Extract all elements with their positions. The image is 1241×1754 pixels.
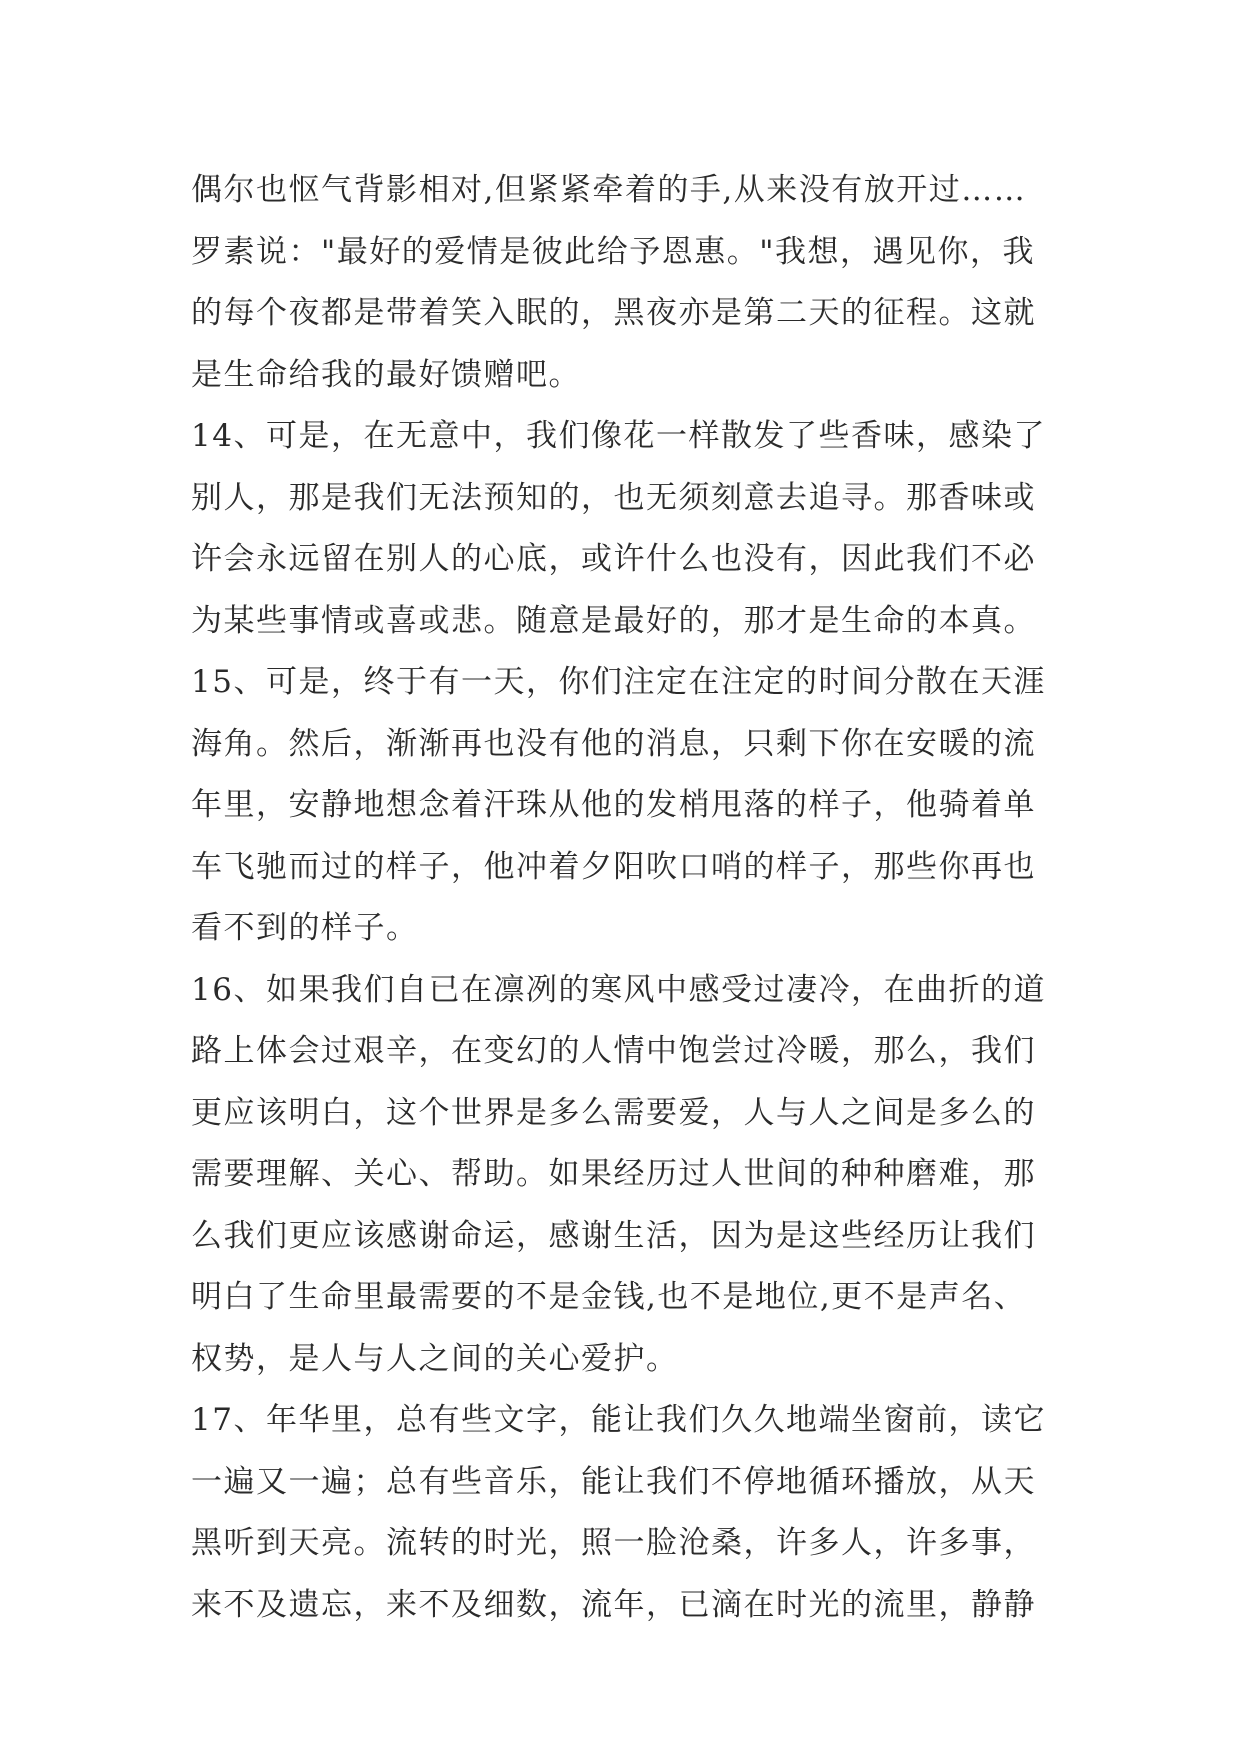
text-line: 15、可是，终于有一天，你们注定在注定的时间分散在天涯 [191, 664, 1046, 700]
text-line: 黑听到天亮。流转的时光，照一脸沧桑，许多人，许多事， [191, 1525, 1036, 1561]
body-text [191, 160, 1071, 1636]
text-line: 许会永远留在别人的心底，或许什么也没有，因此我们不必 [191, 541, 1036, 577]
text-line: 偶尔也怄气背影相对,但紧紧牵着的手,从来没有放开过…… [191, 172, 1027, 208]
text-line: 需要理解、关心、帮助。如果经历过人世间的种种磨难，那 [191, 1156, 1036, 1192]
text-line: 罗素说："最好的爱情是彼此给予恩惠。"我想，遇见你，我 [191, 233, 1036, 270]
text-line: 一遍又一遍；总有些音乐，能让我们不停地循环播放，从天 [191, 1463, 1036, 1500]
text-line: 14、可是，在无意中，我们像花一样散发了些香味，感染了 [191, 418, 1046, 454]
text-line: 更应该明白，这个世界是多么需要爱，人与人之间是多么的 [191, 1094, 1036, 1131]
text-line: 车飞驰而过的样子，他冲着夕阳吹口哨的样子，那些你再也 [191, 848, 1036, 885]
text-line: 是生命给我的最好馈赠吧。 [191, 356, 581, 393]
text-line: 来不及遗忘，来不及细数，流年，已滴在时光的流里，静静 [191, 1586, 1036, 1623]
text-line: 看不到的样子。 [191, 910, 419, 946]
text-line: 16、如果我们自已在凛冽的寒风中感受过凄冷，在曲折的道 [191, 971, 1046, 1008]
text-line: 么我们更应该感谢命运，感谢生活，因为是这些经历让我们 [191, 1217, 1036, 1254]
text-line: 的每个夜都是带着笑入眠的，黑夜亦是第二天的征程。这就 [191, 295, 1036, 331]
text-line: 路上体会过艰辛，在变幻的人情中饱尝过冷暖，那么，我们 [191, 1033, 1036, 1069]
text-line: 明白了生命里最需要的不是金钱,也不是地位,更不是声名、 [191, 1279, 1027, 1315]
text-line: 为某些事情或喜或悲。随意是最好的，那才是生命的本真。 [191, 602, 1036, 639]
text-line: 17、年华里，总有些文字，能让我们久久地端坐窗前，读它 [191, 1402, 1046, 1438]
text-line: 权势，是人与人之间的关心爱护。 [191, 1340, 679, 1377]
text-line: 海角。然后，渐渐再也没有他的消息，只剩下你在安暖的流 [191, 725, 1036, 762]
text-line: 别人，那是我们无法预知的，也无须刻意去追寻。那香味或 [191, 479, 1036, 516]
text-line: 年里，安静地想念着汗珠从他的发梢甩落的样子，他骑着单 [191, 787, 1036, 823]
